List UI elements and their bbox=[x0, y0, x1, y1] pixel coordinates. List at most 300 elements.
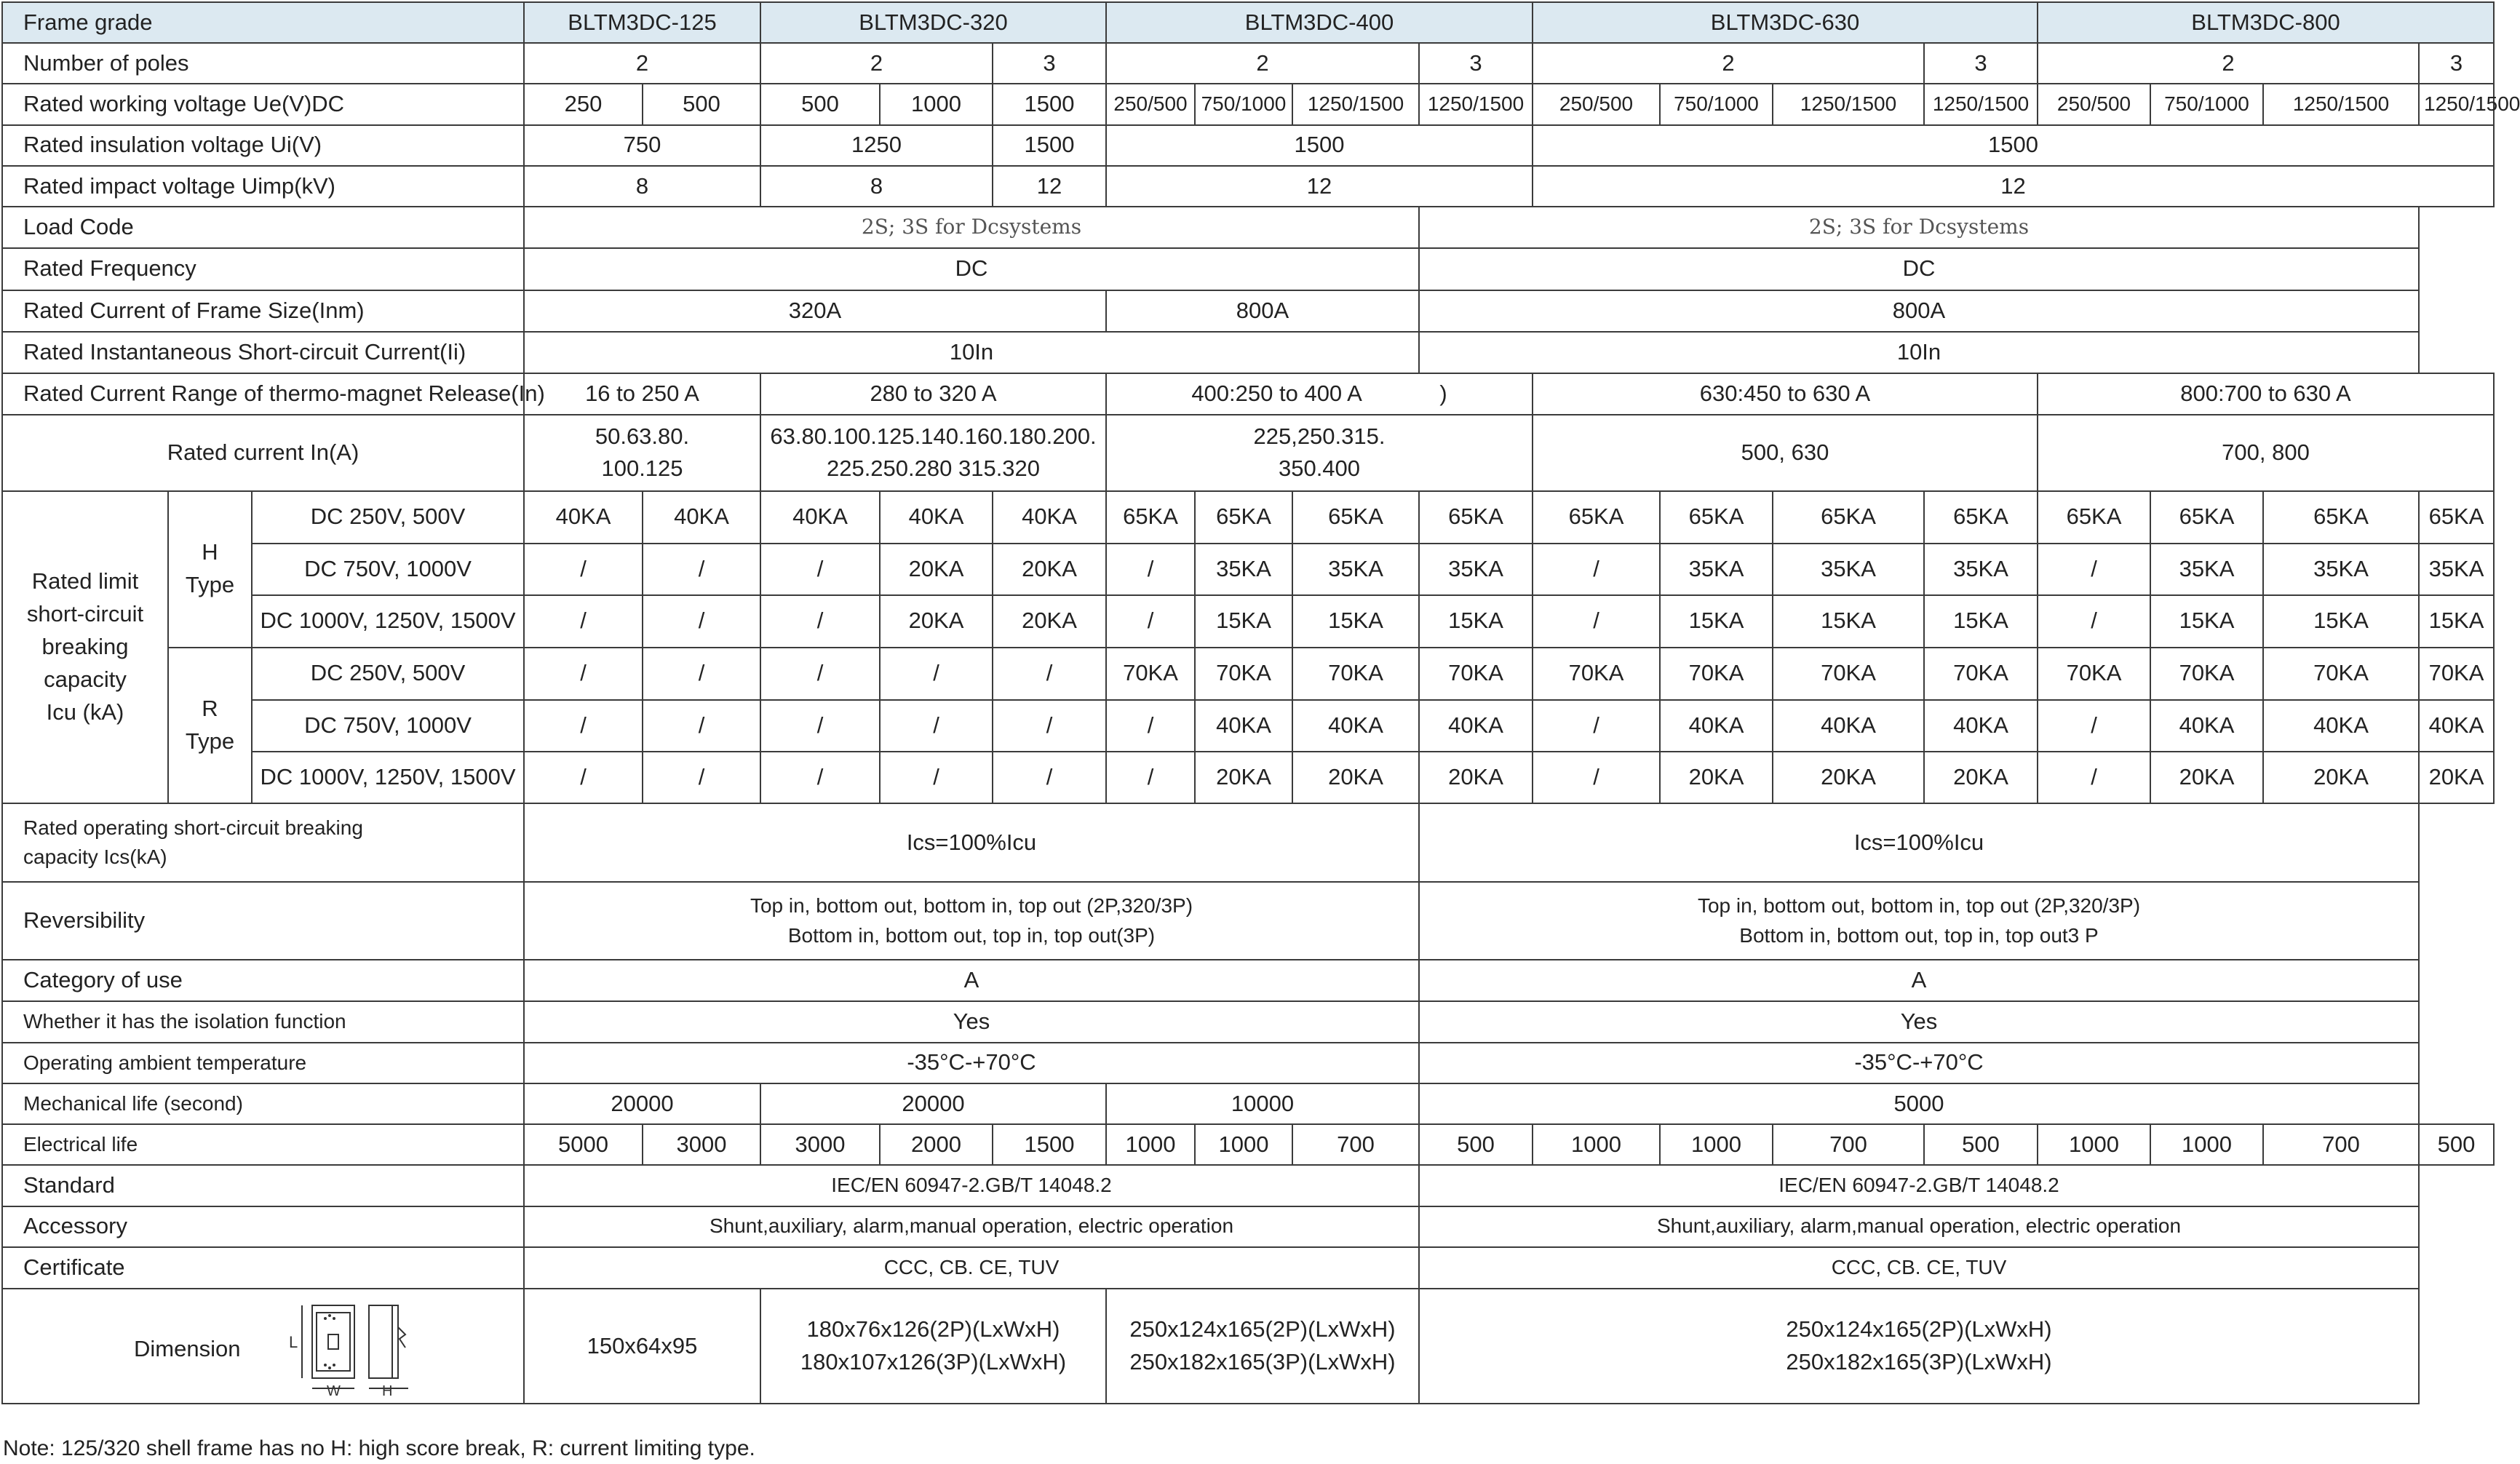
cell: 1000 bbox=[880, 84, 993, 124]
row-label: Dimension bbox=[134, 1336, 241, 1362]
label-line: capacity Ics(kA) bbox=[23, 846, 167, 869]
cell-line: 225.250.280 315.320 bbox=[826, 455, 1041, 482]
cell: 12 bbox=[993, 166, 1106, 207]
dimension-label-cell bbox=[2, 1289, 524, 1404]
cell: 35KA bbox=[1419, 544, 1533, 595]
row-label: Rated Current Range of thermo-magnet Release(In) bbox=[2, 373, 524, 415]
cell: A bbox=[524, 960, 1419, 1000]
label-line: Type bbox=[185, 572, 235, 598]
row-label: Operating ambient temperature bbox=[2, 1043, 524, 1083]
cell: 2S; 3S for Dcsystems bbox=[524, 207, 1419, 248]
cell: 20KA bbox=[1773, 752, 1924, 803]
cell: 70KA bbox=[2038, 648, 2150, 700]
cell: Shunt,auxiliary, alarm,manual operation, electric operation bbox=[524, 1206, 1419, 1247]
row-frame-grade bbox=[2, 2, 2494, 43]
row-label: Rated Frequency bbox=[2, 248, 524, 290]
cell: 15KA bbox=[1195, 595, 1292, 647]
cell: 65KA bbox=[1195, 491, 1292, 544]
row-insulation bbox=[2, 125, 2494, 166]
cell: 15KA bbox=[1419, 595, 1533, 647]
cell-line: Bottom in, bottom out, top in, top out(3P) bbox=[787, 923, 1156, 947]
cell-line: Top in, bottom out, bottom in, top out (2P,320/3P) bbox=[1697, 894, 2141, 917]
cell: / bbox=[1533, 700, 1660, 752]
cell: 750 bbox=[524, 125, 760, 166]
row-poles bbox=[2, 43, 2494, 84]
cell: 1000 bbox=[1106, 1124, 1195, 1165]
cell: / bbox=[643, 700, 760, 752]
cell: DC bbox=[524, 248, 1419, 290]
voltage-label: DC 1000V, 1250V, 1500V bbox=[252, 752, 524, 803]
cell: 1000 bbox=[2038, 1124, 2150, 1165]
cell: / bbox=[760, 544, 880, 595]
cell: 15KA bbox=[2150, 595, 2263, 647]
cell: 65KA bbox=[2150, 491, 2263, 544]
breaker-handle bbox=[328, 1334, 338, 1349]
row-load-code bbox=[2, 207, 2494, 248]
model-header: BLTM3DC-125 bbox=[524, 2, 760, 43]
cell: 5000 bbox=[524, 1124, 643, 1165]
cell bbox=[760, 415, 1106, 490]
voltage-label: DC 750V, 1000V bbox=[252, 700, 524, 752]
cell: 1000 bbox=[1660, 1124, 1773, 1165]
row-label: Frame grade bbox=[2, 2, 524, 43]
cell: 800:700 to 630 A bbox=[2038, 373, 2494, 415]
cell: 1500 bbox=[993, 1124, 1106, 1165]
label-line: Rated limit bbox=[31, 568, 139, 594]
row-breaking-h1 bbox=[2, 491, 2494, 544]
cell: 35KA bbox=[1773, 544, 1924, 595]
cell: 70KA bbox=[1292, 648, 1419, 700]
cell: 70KA bbox=[1106, 648, 1195, 700]
model-header: BLTM3DC-800 bbox=[2038, 2, 2494, 43]
cell: 250 bbox=[524, 84, 643, 124]
cell: 150x64x95 bbox=[524, 1289, 760, 1404]
cell: 65KA bbox=[1660, 491, 1773, 544]
cell: / bbox=[760, 648, 880, 700]
cell: / bbox=[880, 700, 993, 752]
row-label: Mechanical life (second) bbox=[2, 1083, 524, 1124]
cell-text: 400:250 to 400 A bbox=[1191, 381, 1362, 407]
cell: / bbox=[524, 752, 643, 803]
length-label: L bbox=[289, 1333, 298, 1352]
cell: 1000 bbox=[2150, 1124, 2263, 1165]
cell: / bbox=[524, 595, 643, 647]
row-accessory bbox=[2, 1206, 2494, 1247]
cell: 20000 bbox=[760, 1083, 1106, 1124]
cell: / bbox=[2038, 700, 2150, 752]
cell: 3 bbox=[993, 43, 1106, 84]
cell: 35KA bbox=[1924, 544, 2038, 595]
cell: 20KA bbox=[993, 544, 1106, 595]
cell: CCC, CB. CE, TUV bbox=[524, 1247, 1419, 1289]
cell: 40KA bbox=[1195, 700, 1292, 752]
row-label: Accessory bbox=[2, 1206, 524, 1247]
cell: 15KA bbox=[1660, 595, 1773, 647]
cell: 40KA bbox=[1292, 700, 1419, 752]
row-temperature bbox=[2, 1043, 2494, 1083]
cell: IEC/EN 60947-2.GB/T 14048.2 bbox=[524, 1165, 1419, 1206]
height-label: H bbox=[382, 1383, 393, 1400]
cell: 630:450 to 630 A bbox=[1533, 373, 2038, 415]
cell: 40KA bbox=[760, 491, 880, 544]
cell: 70KA bbox=[1773, 648, 1924, 700]
cell: 500 bbox=[760, 84, 880, 124]
cell: 12 bbox=[1106, 166, 1533, 207]
row-label: Rated Instantaneous Short-circuit Current(Ii) bbox=[2, 332, 524, 373]
row-mech-life bbox=[2, 1083, 2494, 1124]
row-breaking-r2 bbox=[2, 700, 2494, 752]
cell-line: 180x76x126(2P)(LxWxH) bbox=[806, 1316, 1060, 1342]
cell: / bbox=[993, 752, 1106, 803]
cell: 1250/1500 bbox=[1419, 84, 1533, 124]
breaker-dimension-diagram bbox=[283, 1295, 429, 1400]
cell: 65KA bbox=[1106, 491, 1195, 544]
cell: 40KA bbox=[880, 491, 993, 544]
cell: 20KA bbox=[2263, 752, 2419, 803]
cell bbox=[1419, 1289, 2419, 1404]
cell: / bbox=[2038, 752, 2150, 803]
cell-line: Top in, bottom out, bottom in, top out (2P,320/3P) bbox=[750, 894, 1193, 917]
cell: 1250/1500 bbox=[1924, 84, 2038, 124]
row-release-range bbox=[2, 373, 2494, 415]
cell: 3000 bbox=[760, 1124, 880, 1165]
cell: 2 bbox=[1533, 43, 1924, 84]
cell: 70KA bbox=[1660, 648, 1773, 700]
cell: 1250/1500 bbox=[2419, 84, 2494, 124]
cell-line: 100.125 bbox=[601, 455, 683, 482]
model-header: BLTM3DC-320 bbox=[760, 2, 1106, 43]
cell: 10In bbox=[524, 332, 1419, 373]
cell: 1250/1500 bbox=[1773, 84, 1924, 124]
cell: 40KA bbox=[524, 491, 643, 544]
cell: 35KA bbox=[2150, 544, 2263, 595]
cell bbox=[524, 882, 1419, 960]
cell: 3 bbox=[1419, 43, 1533, 84]
cell: 8 bbox=[524, 166, 760, 207]
cell: / bbox=[643, 595, 760, 647]
cell: 70KA bbox=[2419, 648, 2494, 700]
row-rated-current bbox=[2, 415, 2494, 490]
cell: 20KA bbox=[1660, 752, 1773, 803]
row-breaking-r3 bbox=[2, 752, 2494, 803]
cell: / bbox=[1533, 752, 1660, 803]
model-header: BLTM3DC-630 bbox=[1533, 2, 2038, 43]
cell: / bbox=[760, 752, 880, 803]
cell: 15KA bbox=[1924, 595, 2038, 647]
cell: 20KA bbox=[880, 595, 993, 647]
cell: 1000 bbox=[1533, 1124, 1660, 1165]
cell-line: 225,250.315. bbox=[1253, 423, 1386, 449]
cell: 40KA bbox=[1773, 700, 1924, 752]
cell: 65KA bbox=[1773, 491, 1924, 544]
row-label: Rated insulation voltage Ui(V) bbox=[2, 125, 524, 166]
cell-line: 250x124x165(2P)(LxWxH) bbox=[1786, 1316, 2052, 1342]
cell: 15KA bbox=[2419, 595, 2494, 647]
cell: 2 bbox=[524, 43, 760, 84]
cell bbox=[1106, 1289, 1419, 1404]
row-label: Electrical life bbox=[2, 1124, 524, 1165]
h-type-label bbox=[168, 491, 252, 648]
label-line: Rated operating short-circuit breaking bbox=[23, 816, 363, 839]
cell bbox=[524, 415, 760, 490]
row-label: Category of use bbox=[2, 960, 524, 1000]
cell: Ics=100%Icu bbox=[524, 803, 1419, 881]
cell: 70KA bbox=[1419, 648, 1533, 700]
breaking-label bbox=[2, 491, 168, 804]
row-certificate bbox=[2, 1247, 2494, 1289]
cell: 700 bbox=[2263, 1124, 2419, 1165]
cell: 8 bbox=[760, 166, 993, 207]
cell: / bbox=[524, 648, 643, 700]
cell: 10000 bbox=[1106, 1083, 1419, 1124]
row-breaking-h2 bbox=[2, 544, 2494, 595]
cell-line: 250x124x165(2P)(LxWxH) bbox=[1129, 1316, 1396, 1342]
cell: / bbox=[2038, 544, 2150, 595]
row-label: Reversibility bbox=[2, 882, 524, 960]
cell: 65KA bbox=[1533, 491, 1660, 544]
breaker-front-outline bbox=[312, 1305, 354, 1378]
cell: / bbox=[880, 752, 993, 803]
spec-table bbox=[1, 1, 2520, 1404]
cell-line: 180x107x126(3P)(LxWxH) bbox=[800, 1349, 1067, 1375]
cell: 65KA bbox=[1419, 491, 1533, 544]
cell: 65KA bbox=[2263, 491, 2419, 544]
cell: 2 bbox=[760, 43, 993, 84]
cell: / bbox=[993, 700, 1106, 752]
cell: 250/500 bbox=[2038, 84, 2150, 124]
cell: 750/1000 bbox=[1195, 84, 1292, 124]
cell: -35°C-+70°C bbox=[524, 1043, 1419, 1083]
label-line: Icu (kA) bbox=[46, 699, 124, 725]
cell: 1500 bbox=[993, 125, 1106, 166]
cell: / bbox=[760, 595, 880, 647]
cell: 500 bbox=[2419, 1124, 2494, 1165]
row-label: Rated Current of Frame Size(Inm) bbox=[2, 290, 524, 332]
cell: 70KA bbox=[2150, 648, 2263, 700]
row-label: Number of poles bbox=[2, 43, 524, 84]
row-frequency bbox=[2, 248, 2494, 290]
cell-line: 50.63.80. bbox=[595, 423, 690, 449]
row-label: Rated working voltage Ue(V)DC bbox=[2, 84, 524, 124]
breaker-side-lever bbox=[398, 1327, 405, 1348]
cell: 500 bbox=[1924, 1124, 2038, 1165]
cell: 70KA bbox=[1195, 648, 1292, 700]
cell: CCC, CB. CE, TUV bbox=[1419, 1247, 2419, 1289]
footnote: Note: 125/320 shell frame has no H: high score break, R: current limiting type. bbox=[3, 1436, 755, 1460]
row-breaking-r1 bbox=[2, 648, 2494, 700]
cell-line: 250x182x165(3P)(LxWxH) bbox=[1786, 1349, 2052, 1375]
cell: 10In bbox=[1419, 332, 2419, 373]
cell: / bbox=[643, 752, 760, 803]
breaker-side-outline bbox=[369, 1305, 398, 1378]
cell: 40KA bbox=[2150, 700, 2263, 752]
cell: 1000 bbox=[1195, 1124, 1292, 1165]
cell: 40KA bbox=[1924, 700, 2038, 752]
cell: 1500 bbox=[1106, 125, 1533, 166]
cell: 20KA bbox=[2150, 752, 2263, 803]
cell: 320A bbox=[524, 290, 1106, 332]
cell-line: 63.80.100.125.140.160.180.200. bbox=[770, 423, 1097, 449]
cell: 1500 bbox=[1533, 125, 2494, 166]
cell: Ics=100%Icu bbox=[1419, 803, 2419, 881]
cell: 35KA bbox=[1660, 544, 1773, 595]
cell: 2000 bbox=[880, 1124, 993, 1165]
cell: / bbox=[2038, 595, 2150, 647]
cell: 40KA bbox=[1419, 700, 1533, 752]
cell-line: 350.400 bbox=[1278, 455, 1361, 482]
cell: 65KA bbox=[1924, 491, 2038, 544]
row-label: Rated current In(A) bbox=[2, 415, 524, 490]
cell: 2S; 3S for Dcsystems bbox=[1419, 207, 2419, 248]
label-line: R bbox=[202, 696, 218, 722]
cell: 15KA bbox=[1773, 595, 1924, 647]
cell: 12 bbox=[1533, 166, 2494, 207]
cell: / bbox=[760, 700, 880, 752]
cell: 35KA bbox=[1292, 544, 1419, 595]
cell: 1250/1500 bbox=[2263, 84, 2419, 124]
cell: 1500 bbox=[993, 84, 1106, 124]
cell: 700, 800 bbox=[2038, 415, 2494, 490]
cell: 20KA bbox=[1419, 752, 1533, 803]
cell: / bbox=[643, 544, 760, 595]
cell bbox=[1106, 373, 1533, 415]
cell: 15KA bbox=[1292, 595, 1419, 647]
cell: 20000 bbox=[524, 1083, 760, 1124]
cell: 35KA bbox=[1195, 544, 1292, 595]
label-line: short-circuit bbox=[26, 601, 144, 627]
row-voltage bbox=[2, 84, 2494, 124]
row-ics bbox=[2, 803, 2494, 881]
label-line: Type bbox=[185, 728, 235, 754]
cell: / bbox=[1106, 595, 1195, 647]
cell: 800A bbox=[1419, 290, 2419, 332]
cell: 700 bbox=[1773, 1124, 1924, 1165]
row-breaking-h3 bbox=[2, 595, 2494, 647]
row-impact bbox=[2, 166, 2494, 207]
cell: 700 bbox=[1292, 1124, 1419, 1165]
width-label: W bbox=[327, 1383, 341, 1400]
cell: 2 bbox=[1106, 43, 1419, 84]
row-category bbox=[2, 960, 2494, 1000]
r-type-label bbox=[168, 648, 252, 804]
cell: Yes bbox=[524, 1001, 1419, 1043]
label-line: capacity bbox=[44, 667, 127, 693]
row-elec-life bbox=[2, 1124, 2494, 1165]
row-instantaneous bbox=[2, 332, 2494, 373]
cell: / bbox=[993, 648, 1106, 700]
voltage-label: DC 1000V, 1250V, 1500V bbox=[252, 595, 524, 647]
cell: DC bbox=[1419, 248, 2419, 290]
cell: 40KA bbox=[643, 491, 760, 544]
model-header: BLTM3DC-400 bbox=[1106, 2, 1533, 43]
row-isolation bbox=[2, 1001, 2494, 1043]
cell: 70KA bbox=[2263, 648, 2419, 700]
cell-line: Bottom in, bottom out, top in, top out3 P bbox=[1739, 923, 2099, 947]
row-standard bbox=[2, 1165, 2494, 1206]
cell: 3000 bbox=[643, 1124, 760, 1165]
cell: IEC/EN 60947-2.GB/T 14048.2 bbox=[1419, 1165, 2419, 1206]
label-line: H bbox=[202, 539, 218, 565]
row-reversibility bbox=[2, 882, 2494, 960]
row-frame-current bbox=[2, 290, 2494, 332]
cell: A bbox=[1419, 960, 2419, 1000]
cell bbox=[760, 1289, 1106, 1404]
row-label: Certificate bbox=[2, 1247, 524, 1289]
voltage-label: DC 250V, 500V bbox=[252, 491, 524, 544]
cell: 280 to 320 A bbox=[760, 373, 1106, 415]
cell-line: 250x182x165(3P)(LxWxH) bbox=[1129, 1349, 1396, 1375]
cell: 500, 630 bbox=[1533, 415, 2038, 490]
cell-stray-mark: ) bbox=[1439, 381, 1447, 407]
cell: 15KA bbox=[2263, 595, 2419, 647]
cell: Yes bbox=[1419, 1001, 2419, 1043]
cell: -35°C-+70°C bbox=[1419, 1043, 2419, 1083]
cell: / bbox=[880, 648, 993, 700]
cell: 70KA bbox=[1924, 648, 2038, 700]
cell: 40KA bbox=[1660, 700, 1773, 752]
cell: 3 bbox=[1924, 43, 2038, 84]
cell: Shunt,auxiliary, alarm,manual operation, electric operation bbox=[1419, 1206, 2419, 1247]
cell: 40KA bbox=[993, 491, 1106, 544]
row-label: Standard bbox=[2, 1165, 524, 1206]
cell: 3 bbox=[2419, 43, 2494, 84]
cell: 35KA bbox=[2419, 544, 2494, 595]
cell: 65KA bbox=[2419, 491, 2494, 544]
cell: 800A bbox=[1106, 290, 1419, 332]
cell: 750/1000 bbox=[2150, 84, 2263, 124]
cell: / bbox=[643, 648, 760, 700]
cell: 65KA bbox=[2038, 491, 2150, 544]
cell: 20KA bbox=[1924, 752, 2038, 803]
cell: 40KA bbox=[2263, 700, 2419, 752]
cell: 20KA bbox=[993, 595, 1106, 647]
cell: 500 bbox=[1419, 1124, 1533, 1165]
cell: 16 to 250 A bbox=[524, 373, 760, 415]
cell: 5000 bbox=[1419, 1083, 2419, 1124]
cell: / bbox=[1106, 752, 1195, 803]
cell: 20KA bbox=[1195, 752, 1292, 803]
voltage-label: DC 750V, 1000V bbox=[252, 544, 524, 595]
row-dimension bbox=[2, 1289, 2494, 1404]
cell: 250/500 bbox=[1533, 84, 1660, 124]
cell: 750/1000 bbox=[1660, 84, 1773, 124]
cell: / bbox=[1533, 544, 1660, 595]
label-line: breaking bbox=[41, 634, 129, 660]
cell: / bbox=[1106, 544, 1195, 595]
cell: 20KA bbox=[2419, 752, 2494, 803]
cell: 1250/1500 bbox=[1292, 84, 1419, 124]
cell: 40KA bbox=[2419, 700, 2494, 752]
breaker-front-panel bbox=[317, 1313, 350, 1371]
cell: / bbox=[1533, 595, 1660, 647]
cell: 1250 bbox=[760, 125, 993, 166]
cell: / bbox=[524, 544, 643, 595]
row-label: Rated impact voltage Uimp(kV) bbox=[2, 166, 524, 207]
row-label: Whether it has the isolation function bbox=[2, 1001, 524, 1043]
cell bbox=[1419, 882, 2419, 960]
cell: 20KA bbox=[1292, 752, 1419, 803]
cell: 2 bbox=[2038, 43, 2419, 84]
cell: 20KA bbox=[880, 544, 993, 595]
cell: 70KA bbox=[1533, 648, 1660, 700]
cell: 65KA bbox=[1292, 491, 1419, 544]
cell: 250/500 bbox=[1106, 84, 1195, 124]
cell: / bbox=[524, 700, 643, 752]
cell: 500 bbox=[643, 84, 760, 124]
cell: / bbox=[1106, 700, 1195, 752]
cell bbox=[1106, 415, 1533, 490]
voltage-label: DC 250V, 500V bbox=[252, 648, 524, 700]
